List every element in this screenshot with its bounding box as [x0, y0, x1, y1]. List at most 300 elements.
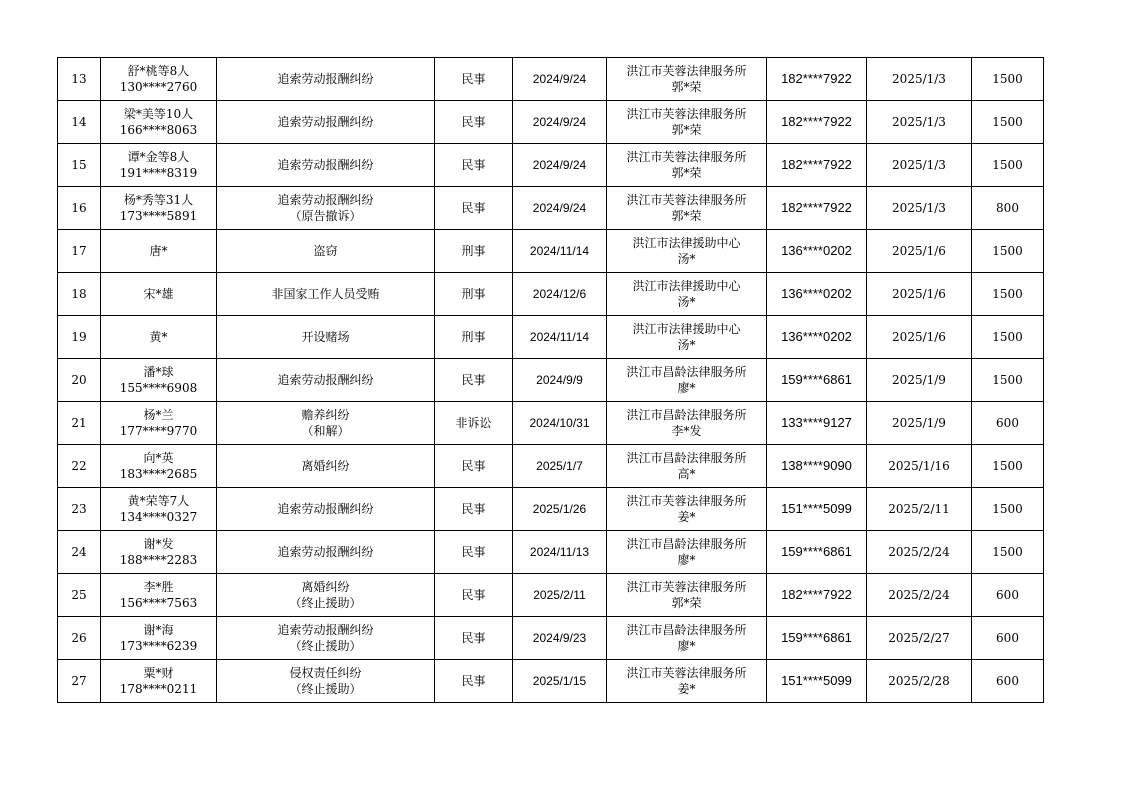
case-case-text: 离婚纠纷: [301, 580, 350, 594]
client-client-phone-text: 177****9770: [119, 424, 198, 438]
case-type-cell: [435, 617, 513, 660]
org-lawyer-lawyer-text: 郭*荣: [671, 209, 702, 223]
org-lawyer-lawyer-text: 汤*: [677, 295, 696, 309]
case-cell: [217, 187, 435, 230]
org-lawyer-lawyer-text: 廖*: [677, 553, 696, 567]
close-date-cell: [867, 617, 972, 660]
fee-cell: [972, 273, 1044, 316]
row-number-cell: [58, 660, 101, 703]
close-date-cell: [867, 230, 972, 273]
org-lawyer-lawyer-text: 汤*: [677, 252, 696, 266]
org-lawyer-cell: [607, 316, 767, 359]
close-date-cell: [867, 531, 972, 574]
row-number-no-text: 16: [71, 201, 87, 215]
row-number-no-text: 13: [71, 72, 87, 86]
fee-fee-text: 600: [996, 674, 1019, 688]
org-lawyer-cell: [607, 273, 767, 316]
org-lawyer-lawyer-text: 郭*荣: [671, 596, 702, 610]
case-type-type-text: 民事: [461, 631, 486, 645]
table-row: [58, 58, 1044, 101]
fee-cell: [972, 101, 1044, 144]
lawyer-phone-lawyer-phone-text: 159****6861: [781, 544, 852, 559]
client-client-phone-text: 155****6908: [119, 381, 198, 395]
close-date-cell: [867, 402, 972, 445]
case-cell: [217, 531, 435, 574]
assign-date-date-text: 2025/1/26: [532, 502, 587, 516]
table-row: [58, 617, 1044, 660]
row-number-cell: [58, 402, 101, 445]
table-row: [58, 488, 1044, 531]
lawyer-phone-cell: [767, 531, 867, 574]
case-cell: [217, 488, 435, 531]
fee-fee-text: 1500: [992, 158, 1023, 172]
case-cell: [217, 273, 435, 316]
case-type-cell: [435, 488, 513, 531]
client-client-phone-text: 156****7563: [119, 596, 198, 610]
legal-aid-case-table: [57, 57, 1044, 703]
close-date-cell: [867, 273, 972, 316]
fee-cell: [972, 187, 1044, 230]
case-case-text: 追索劳动报酬纠纷: [277, 373, 374, 387]
org-lawyer-cell: [607, 660, 767, 703]
row-number-cell: [58, 617, 101, 660]
client-cell: [101, 445, 217, 488]
org-lawyer-org-text: 洪江市昌龄法律服务所: [626, 408, 747, 422]
org-lawyer-cell: [607, 445, 767, 488]
close-date-cell: [867, 58, 972, 101]
client-client-phone-text: 191****8319: [119, 166, 198, 180]
case-cell: [217, 359, 435, 402]
fee-cell: [972, 402, 1044, 445]
org-lawyer-cell: [607, 531, 767, 574]
case-type-type-text: 民事: [461, 72, 486, 86]
row-number-cell: [58, 316, 101, 359]
org-lawyer-org-text: 洪江市芙蓉法律服务所: [626, 666, 747, 680]
assign-date-cell: [513, 273, 607, 316]
fee-cell: [972, 58, 1044, 101]
assign-date-date-text: 2024/9/24: [532, 72, 587, 86]
table-row: [58, 230, 1044, 273]
org-lawyer-lawyer-text: 姜*: [677, 510, 696, 524]
case-case-text: 离婚纠纷: [301, 459, 350, 473]
lawyer-phone-cell: [767, 617, 867, 660]
row-number-no-text: 15: [71, 158, 87, 172]
client-cell: [101, 58, 217, 101]
case-case-note-text: （终止援助）: [289, 639, 362, 653]
client-client-phone-text: 183****2685: [119, 467, 198, 481]
case-case-note-text: （终止援助）: [289, 682, 362, 696]
assign-date-date-text: 2025/2/11: [533, 588, 586, 602]
client-cell: [101, 359, 217, 402]
client-client-text: 潘*球: [143, 365, 174, 379]
org-lawyer-lawyer-text: 郭*荣: [671, 123, 702, 137]
org-lawyer-cell: [607, 402, 767, 445]
client-client-text: 粟*财: [143, 666, 174, 680]
assign-date-cell: [513, 230, 607, 273]
org-lawyer-org-text: 洪江市法律援助中心: [632, 322, 741, 336]
case-cell: [217, 617, 435, 660]
lawyer-phone-cell: [767, 58, 867, 101]
case-type-cell: [435, 359, 513, 402]
client-cell: [101, 187, 217, 230]
client-client-phone-text: 173****6239: [119, 639, 198, 653]
org-lawyer-lawyer-text: 郭*荣: [671, 166, 702, 180]
case-type-type-text: 民事: [461, 373, 486, 387]
case-type-type-text: 民事: [461, 459, 486, 473]
org-lawyer-cell: [607, 359, 767, 402]
assign-date-cell: [513, 316, 607, 359]
case-cell: [217, 230, 435, 273]
assign-date-date-text: 2024/11/14: [529, 244, 590, 258]
client-cell: [101, 316, 217, 359]
assign-date-cell: [513, 101, 607, 144]
assign-date-cell: [513, 359, 607, 402]
close-date-cell: [867, 144, 972, 187]
fee-cell: [972, 488, 1044, 531]
case-type-type-text: 刑事: [461, 287, 486, 301]
lawyer-phone-cell: [767, 101, 867, 144]
close-date-cell: [867, 359, 972, 402]
lawyer-phone-lawyer-phone-text: 151****5099: [781, 673, 852, 688]
org-lawyer-org-text: 洪江市法律援助中心: [632, 279, 741, 293]
table-row: [58, 574, 1044, 617]
lawyer-phone-cell: [767, 273, 867, 316]
org-lawyer-lawyer-text: 李*发: [671, 424, 702, 438]
case-type-type-text: 刑事: [461, 244, 486, 258]
case-case-text: 开设赌场: [301, 330, 350, 344]
row-number-cell: [58, 445, 101, 488]
close-date-close-date-text: 2025/1/3: [892, 201, 946, 215]
assign-date-date-text: 2025/1/7: [536, 459, 583, 473]
table-row: [58, 273, 1044, 316]
org-lawyer-org-text: 洪江市芙蓉法律服务所: [626, 580, 747, 594]
case-cell: [217, 316, 435, 359]
row-number-cell: [58, 359, 101, 402]
fee-fee-text: 600: [996, 416, 1019, 430]
case-case-text: 追索劳动报酬纠纷: [277, 502, 374, 516]
fee-fee-text: 1500: [992, 459, 1023, 473]
lawyer-phone-cell: [767, 230, 867, 273]
case-cell: [217, 574, 435, 617]
org-lawyer-org-text: 洪江市芙蓉法律服务所: [626, 150, 747, 164]
fee-cell: [972, 617, 1044, 660]
fee-fee-text: 1500: [992, 287, 1023, 301]
case-cell: [217, 144, 435, 187]
case-type-cell: [435, 187, 513, 230]
case-case-text: 盗窃: [313, 244, 338, 258]
row-number-cell: [58, 273, 101, 316]
case-type-cell: [435, 144, 513, 187]
org-lawyer-cell: [607, 230, 767, 273]
case-cell: [217, 101, 435, 144]
case-case-text: 追索劳动报酬纠纷: [277, 72, 374, 86]
org-lawyer-cell: [607, 144, 767, 187]
org-lawyer-org-text: 洪江市昌龄法律服务所: [626, 537, 747, 551]
case-type-type-text: 民事: [461, 158, 486, 172]
client-cell: [101, 402, 217, 445]
lawyer-phone-cell: [767, 316, 867, 359]
org-lawyer-lawyer-text: 汤*: [677, 338, 696, 352]
fee-fee-text: 1500: [992, 72, 1023, 86]
client-client-phone-text: 178****0211: [119, 682, 198, 696]
case-type-cell: [435, 660, 513, 703]
lawyer-phone-cell: [767, 660, 867, 703]
row-number-no-text: 19: [71, 330, 87, 344]
lawyer-phone-cell: [767, 445, 867, 488]
case-type-cell: [435, 531, 513, 574]
client-cell: [101, 531, 217, 574]
row-number-no-text: 18: [71, 287, 87, 301]
case-cell: [217, 445, 435, 488]
client-client-phone-text: 166****8063: [119, 123, 198, 137]
lawyer-phone-lawyer-phone-text: 133****9127: [781, 415, 852, 430]
close-date-close-date-text: 2025/2/27: [888, 631, 950, 645]
close-date-close-date-text: 2025/1/3: [892, 115, 946, 129]
table-row: [58, 402, 1044, 445]
case-case-text: 追索劳动报酬纠纷: [277, 545, 374, 559]
client-client-text: 梁*美等10人: [123, 107, 194, 121]
close-date-close-date-text: 2025/1/16: [888, 459, 950, 473]
client-client-phone-text: 130****2760: [119, 80, 198, 94]
close-date-close-date-text: 2025/1/3: [892, 158, 946, 172]
close-date-close-date-text: 2025/2/24: [888, 545, 950, 559]
client-client-phone-text: 173****5891: [119, 209, 198, 223]
case-type-cell: [435, 273, 513, 316]
close-date-close-date-text: 2025/2/24: [888, 588, 950, 602]
lawyer-phone-cell: [767, 402, 867, 445]
org-lawyer-lawyer-text: 姜*: [677, 682, 696, 696]
client-client-text: 唐*: [149, 244, 168, 258]
client-client-phone-text: 188****2283: [119, 553, 198, 567]
client-client-text: 黄*: [149, 330, 168, 344]
assign-date-cell: [513, 660, 607, 703]
client-cell: [101, 230, 217, 273]
fee-fee-text: 1500: [992, 115, 1023, 129]
close-date-cell: [867, 660, 972, 703]
case-type-type-text: 民事: [461, 674, 486, 688]
case-cell: [217, 660, 435, 703]
assign-date-date-text: 2024/11/14: [529, 330, 590, 344]
assign-date-cell: [513, 445, 607, 488]
assign-date-date-text: 2024/9/9: [536, 373, 583, 387]
lawyer-phone-lawyer-phone-text: 136****0202: [781, 286, 852, 301]
lawyer-phone-lawyer-phone-text: 182****7922: [781, 587, 852, 602]
case-type-type-text: 非诉讼: [455, 416, 492, 430]
case-case-text: 追索劳动报酬纠纷: [277, 158, 374, 172]
fee-fee-text: 1500: [992, 330, 1023, 344]
close-date-close-date-text: 2025/1/6: [892, 244, 946, 258]
assign-date-date-text: 2025/1/15: [532, 674, 587, 688]
lawyer-phone-lawyer-phone-text: 182****7922: [781, 114, 852, 129]
client-cell: [101, 574, 217, 617]
org-lawyer-cell: [607, 488, 767, 531]
table-row: [58, 359, 1044, 402]
close-date-cell: [867, 445, 972, 488]
lawyer-phone-cell: [767, 488, 867, 531]
fee-fee-text: 800: [996, 201, 1019, 215]
case-type-type-text: 民事: [461, 588, 486, 602]
client-client-text: 李*胜: [143, 580, 174, 594]
case-type-cell: [435, 58, 513, 101]
assign-date-date-text: 2024/9/23: [532, 631, 587, 645]
fee-cell: [972, 359, 1044, 402]
org-lawyer-cell: [607, 101, 767, 144]
assign-date-date-text: 2024/10/31: [529, 416, 590, 430]
row-number-cell: [58, 58, 101, 101]
client-client-text: 谢*海: [143, 623, 174, 637]
table-row: [58, 101, 1044, 144]
row-number-no-text: 21: [71, 416, 87, 430]
assign-date-cell: [513, 187, 607, 230]
assign-date-cell: [513, 574, 607, 617]
lawyer-phone-cell: [767, 187, 867, 230]
org-lawyer-lawyer-text: 廖*: [677, 639, 696, 653]
lawyer-phone-lawyer-phone-text: 136****0202: [781, 329, 852, 344]
lawyer-phone-lawyer-phone-text: 151****5099: [781, 501, 852, 516]
client-client-text: 谭*金等8人: [127, 150, 190, 164]
lawyer-phone-lawyer-phone-text: 182****7922: [781, 71, 852, 86]
row-number-cell: [58, 144, 101, 187]
lawyer-phone-lawyer-phone-text: 159****6861: [781, 630, 852, 645]
client-client-text: 宋*雄: [143, 287, 174, 301]
row-number-no-text: 17: [71, 244, 87, 258]
client-client-text: 杨*秀等31人: [123, 193, 194, 207]
close-date-cell: [867, 488, 972, 531]
fee-cell: [972, 445, 1044, 488]
fee-fee-text: 1500: [992, 373, 1023, 387]
case-cell: [217, 402, 435, 445]
close-date-close-date-text: 2025/1/3: [892, 72, 946, 86]
org-lawyer-org-text: 洪江市昌龄法律服务所: [626, 451, 747, 465]
close-date-close-date-text: 2025/1/9: [892, 416, 946, 430]
row-number-no-text: 25: [71, 588, 87, 602]
case-cell: [217, 58, 435, 101]
case-case-note-text: （原告撤诉）: [289, 209, 362, 223]
assign-date-cell: [513, 531, 607, 574]
row-number-no-text: 24: [71, 545, 87, 559]
client-cell: [101, 488, 217, 531]
fee-fee-text: 1500: [992, 502, 1023, 516]
row-number-cell: [58, 101, 101, 144]
fee-cell: [972, 531, 1044, 574]
table-row: [58, 445, 1044, 488]
org-lawyer-org-text: 洪江市昌龄法律服务所: [626, 365, 747, 379]
close-date-cell: [867, 187, 972, 230]
client-client-phone-text: 134****0327: [119, 510, 198, 524]
table-row: [58, 660, 1044, 703]
row-number-cell: [58, 531, 101, 574]
row-number-no-text: 27: [71, 674, 87, 688]
close-date-close-date-text: 2025/1/9: [892, 373, 946, 387]
org-lawyer-cell: [607, 187, 767, 230]
case-type-type-text: 民事: [461, 115, 486, 129]
org-lawyer-org-text: 洪江市芙蓉法律服务所: [626, 494, 747, 508]
org-lawyer-org-text: 洪江市芙蓉法律服务所: [626, 64, 747, 78]
assign-date-date-text: 2024/9/24: [532, 115, 587, 129]
assign-date-cell: [513, 488, 607, 531]
fee-fee-text: 1500: [992, 545, 1023, 559]
close-date-close-date-text: 2025/2/11: [888, 502, 950, 516]
fee-cell: [972, 316, 1044, 359]
close-date-cell: [867, 574, 972, 617]
client-client-text: 谢*发: [143, 537, 174, 551]
org-lawyer-cell: [607, 617, 767, 660]
assign-date-date-text: 2024/9/24: [532, 201, 587, 215]
client-client-text: 杨*兰: [143, 408, 174, 422]
case-type-cell: [435, 574, 513, 617]
table-row: [58, 144, 1044, 187]
fee-fee-text: 600: [996, 588, 1019, 602]
lawyer-phone-lawyer-phone-text: 182****7922: [781, 157, 852, 172]
close-date-close-date-text: 2025/2/28: [888, 674, 950, 688]
org-lawyer-org-text: 洪江市法律援助中心: [632, 236, 741, 250]
assign-date-date-text: 2024/9/24: [532, 158, 587, 172]
case-type-cell: [435, 230, 513, 273]
case-case-note-text: （和解）: [301, 424, 350, 438]
org-lawyer-org-text: 洪江市昌龄法律服务所: [626, 623, 747, 637]
close-date-close-date-text: 2025/1/6: [892, 287, 946, 301]
client-cell: [101, 273, 217, 316]
case-case-text: 追索劳动报酬纠纷: [277, 623, 374, 637]
client-cell: [101, 101, 217, 144]
case-type-cell: [435, 316, 513, 359]
row-number-no-text: 22: [71, 459, 87, 473]
case-type-type-text: 民事: [461, 502, 486, 516]
case-type-cell: [435, 445, 513, 488]
lawyer-phone-cell: [767, 144, 867, 187]
close-date-cell: [867, 101, 972, 144]
client-cell: [101, 144, 217, 187]
fee-cell: [972, 660, 1044, 703]
client-cell: [101, 660, 217, 703]
assign-date-cell: [513, 402, 607, 445]
client-client-text: 舒*桃等8人: [127, 64, 190, 78]
lawyer-phone-lawyer-phone-text: 159****6861: [781, 372, 852, 387]
row-number-no-text: 26: [71, 631, 87, 645]
row-number-no-text: 23: [71, 502, 87, 516]
case-type-cell: [435, 402, 513, 445]
close-date-close-date-text: 2025/1/6: [892, 330, 946, 344]
case-case-text: 追索劳动报酬纠纷: [277, 115, 374, 129]
row-number-no-text: 20: [71, 373, 87, 387]
fee-cell: [972, 230, 1044, 273]
org-lawyer-lawyer-text: 郭*荣: [671, 80, 702, 94]
lawyer-phone-lawyer-phone-text: 138****9090: [781, 458, 852, 473]
row-number-no-text: 14: [71, 115, 87, 129]
lawyer-phone-cell: [767, 359, 867, 402]
client-client-text: 向*英: [143, 451, 174, 465]
case-type-type-text: 民事: [461, 545, 486, 559]
case-type-type-text: 民事: [461, 201, 486, 215]
close-date-cell: [867, 316, 972, 359]
client-client-text: 黄*荣等7人: [127, 494, 190, 508]
row-number-cell: [58, 230, 101, 273]
case-case-text: 赡养纠纷: [301, 408, 350, 422]
fee-fee-text: 1500: [992, 244, 1023, 258]
row-number-cell: [58, 187, 101, 230]
table-row: [58, 316, 1044, 359]
assign-date-cell: [513, 617, 607, 660]
assign-date-date-text: 2024/11/13: [529, 545, 590, 559]
lawyer-phone-lawyer-phone-text: 136****0202: [781, 243, 852, 258]
lawyer-phone-cell: [767, 574, 867, 617]
case-case-text: 追索劳动报酬纠纷: [277, 193, 374, 207]
client-cell: [101, 617, 217, 660]
assign-date-cell: [513, 144, 607, 187]
org-lawyer-org-text: 洪江市芙蓉法律服务所: [626, 107, 747, 121]
row-number-cell: [58, 488, 101, 531]
case-type-cell: [435, 101, 513, 144]
